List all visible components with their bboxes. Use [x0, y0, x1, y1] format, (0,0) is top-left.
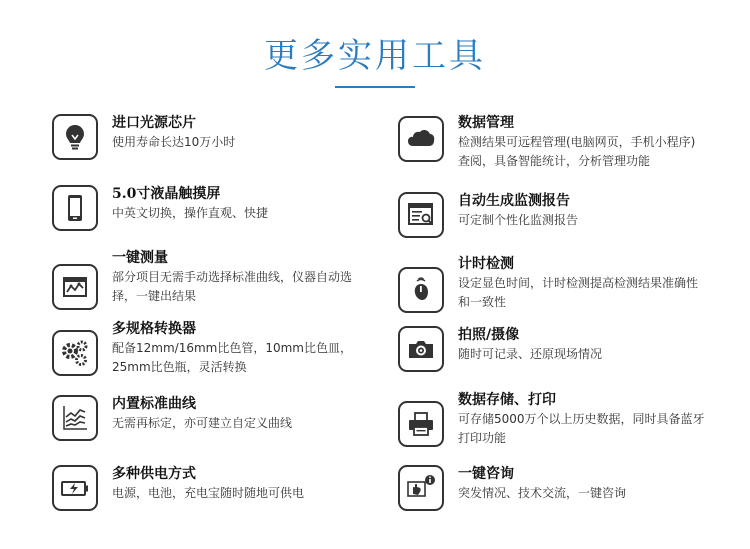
feature-description: 电源，电池，充电宝随时随地可供电 [112, 486, 305, 500]
lightbulb-icon [52, 114, 98, 160]
feature-description: 可存储5000万个以上历史数据，同时具备蓝牙打印功能 [458, 412, 705, 445]
feature-description: 配备12mm/16mm比色管，10mm比色皿，25mm比色瓶，灵活转换 [112, 341, 352, 374]
title-underline [335, 86, 415, 88]
feature-title: 数据存储、打印 [458, 392, 556, 408]
feature-description: 设定显色时间，计时检测提高检测结果准确性和一致性 [458, 276, 699, 309]
feature-title: 自动生成监测报告 [458, 193, 570, 209]
feature-description: 中英文切换，操作直观、快捷 [112, 206, 269, 220]
feature-title: 多规格转换器 [112, 321, 196, 337]
feature-description: 使用寿命长达10万小时 [112, 135, 236, 149]
feature-title: 进口光源芯片 [112, 115, 196, 131]
consult-info-icon [398, 465, 444, 511]
printer-icon [398, 401, 444, 447]
feature-title: 拍照/摄像 [458, 327, 520, 343]
feature-description: 无需再标定，亦可建立自定义曲线 [112, 416, 293, 430]
line-chart-icon [52, 395, 98, 441]
feature-title: 5.0寸液晶触摸屏 [112, 186, 221, 202]
feature-title: 计时检测 [458, 256, 514, 272]
feature-description: 部分项目无需手动选择标准曲线，仪器自动选择，一键出结果 [112, 270, 353, 303]
battery-charging-icon [52, 465, 98, 511]
feature-description: 检测结果可远程管理(电脑网页，手机小程序)查阅，具备智能统计，分析管理功能 [458, 135, 696, 168]
feature-title: 数据管理 [458, 115, 514, 131]
feature-description: 可定制个性化监测报告 [458, 213, 579, 227]
feature-title: 一键咨询 [458, 466, 514, 482]
gears-icon [52, 330, 98, 376]
feature-title: 多种供电方式 [112, 466, 196, 482]
feature-title: 一键测量 [112, 250, 168, 266]
page-title: 更多实用工具 [264, 36, 486, 76]
feature-description: 随时可记录、还原现场情况 [458, 347, 603, 361]
timer-icon [398, 267, 444, 313]
feature-description: 突发情况、技术交流，一键咨询 [458, 486, 627, 500]
curve-chart-icon [52, 264, 98, 310]
feature-title: 内置标准曲线 [112, 396, 196, 412]
camera-icon [398, 326, 444, 372]
cloud-icon [398, 116, 444, 162]
smartphone-icon [52, 185, 98, 231]
report-search-icon [398, 192, 444, 238]
